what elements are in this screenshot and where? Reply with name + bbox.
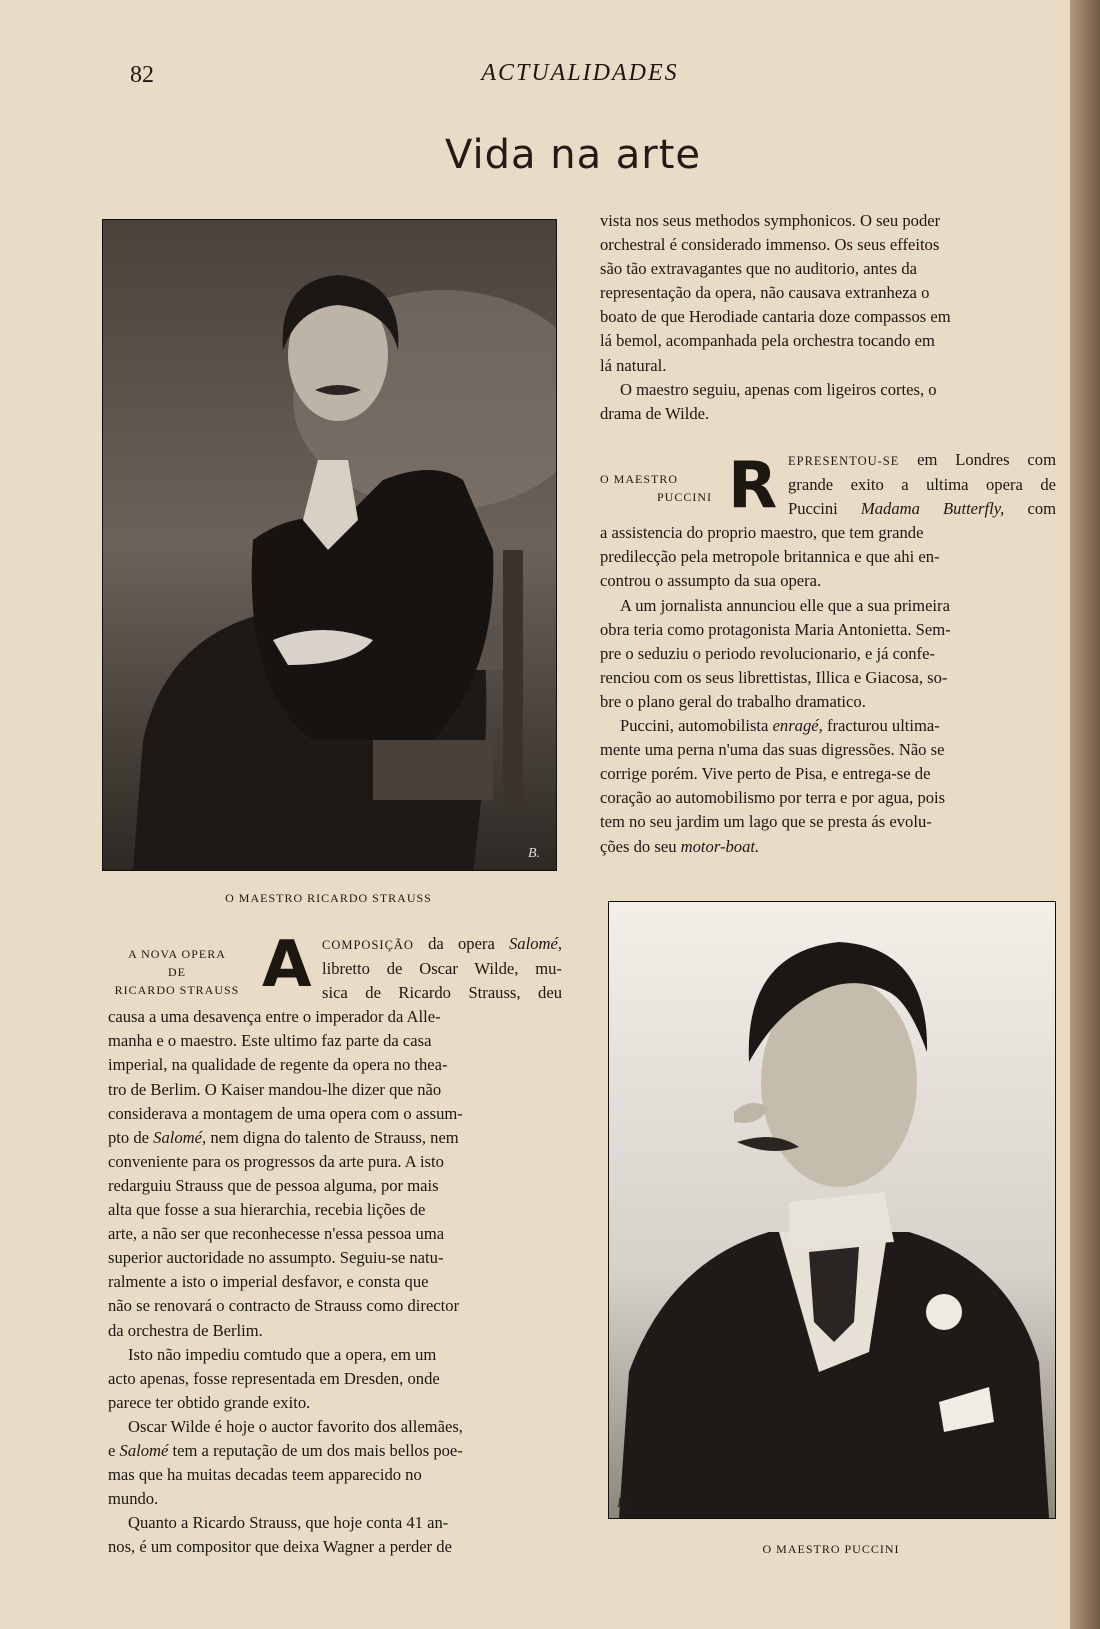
opera-title: Salomé, — [153, 1127, 207, 1147]
opera-title: Salomé, — [509, 934, 562, 953]
text-line — [108, 1126, 562, 1150]
text-line: mas que ha muitas decadas teem apparecido no — [108, 1465, 422, 1485]
text-line: representação da opera, não causava extranheza o — [600, 283, 930, 303]
text-fragment: ções do seu — [600, 836, 681, 856]
side-heading-line: RICARDO STRAUSS — [114, 983, 240, 997]
running-header: ACTUALIDADES — [481, 60, 679, 86]
text-fragment: em Londres com — [899, 450, 1056, 469]
text-line: O maestro seguiu, apenas com ligeiros cortes, o — [620, 379, 937, 399]
text-line — [600, 835, 1056, 859]
text-line: drama de Wilde. — [600, 403, 710, 423]
text-line: ralmente a isto o imperial desfavor, e consta que — [108, 1272, 429, 1292]
text-line: mundo. — [108, 1489, 159, 1509]
small-caps: EPRESENTOU-SE — [788, 454, 900, 468]
text-line: pre o seduziu o periodo revolucionario, e já confe- — [600, 643, 935, 663]
text-line — [788, 497, 1056, 521]
paragraph-41-anos — [108, 1511, 562, 1559]
paragraph-automobilista — [600, 714, 1056, 859]
text-line: manha e o maestro. Este ultimo faz parte da casa — [108, 1031, 432, 1051]
text-fragment: e — [108, 1440, 120, 1460]
paragraph-dresden — [108, 1343, 562, 1415]
text-fragment: Puccini — [788, 499, 861, 519]
opera-title: Salomé — [119, 1440, 169, 1460]
paragraph-wagner-methods — [600, 209, 1056, 378]
text-line: Quanto a Ricardo Strauss, que hoje conta 41 an- — [128, 1513, 449, 1533]
text-line: arte, a não ser que reconhecesse n'essa pessoa uma — [108, 1224, 445, 1244]
text-fragment: da opera — [413, 934, 509, 953]
text-line: boato de que Herodiade cantaria doze compassos em — [600, 307, 951, 327]
text-line — [788, 448, 1056, 473]
text-line: predilecção pela metropole britannica e que ahi en- — [600, 547, 940, 567]
text-line: libretto de Oscar Wilde, mu- — [322, 959, 562, 979]
paragraph-london — [600, 521, 1056, 593]
small-caps: COMPOSIÇÃO — [322, 938, 414, 952]
text-fragment: tem a reputação de um dos mais bellos poe- — [168, 1440, 463, 1460]
drop-cap-a: A — [262, 928, 312, 1002]
text-line: acto apenas, fosse representada em Dresden, onde — [108, 1368, 440, 1388]
puccini-drop-lines — [600, 448, 1056, 521]
italic-word: enragé, — [772, 716, 823, 736]
strauss-text — [108, 928, 562, 1559]
text-fragment: fracturou ultima- — [822, 716, 940, 736]
text-line: obra teria como protagonista Maria Antonietta. Sem- — [600, 619, 951, 639]
paragraph-maria-antonietta — [600, 594, 1056, 714]
puccini-portrait-image — [609, 902, 1055, 1518]
text-line: parece ter obtido grande exito. — [108, 1392, 311, 1412]
text-line: lá natural. — [600, 355, 667, 375]
text-line: orchestral é considerado immenso. Os seus effeitos — [600, 235, 940, 255]
text-line — [600, 714, 1056, 738]
paragraph-wilde-drama — [600, 378, 1056, 426]
side-heading-line: O MAESTRO — [600, 472, 679, 486]
strauss-drop-lines — [108, 928, 562, 1005]
text-line: são tão extravagantes que no auditorio, antes da — [600, 259, 918, 279]
text-line: controu o assumpto da sua opera. — [600, 571, 822, 591]
text-line: Isto não impediu comtudo que a opera, em um — [128, 1344, 437, 1364]
puccini-portrait — [608, 901, 1056, 1519]
puccini-caption: O MAESTRO PUCCINI — [762, 1542, 900, 1556]
text-line: alta que fosse a sua hierarchia, recebia lições de — [108, 1200, 426, 1220]
text-line: nos, é um compositor que deixa Wagner a perder de — [108, 1537, 452, 1557]
text-line: redarguiu Strauss que de pessoa alguma, por mais — [108, 1175, 439, 1195]
drop-cap-r: R — [728, 449, 778, 523]
strauss-portrait-image — [103, 220, 556, 870]
text-fragment: Puccini, automobilista — [620, 716, 773, 736]
text-line: corrige porém. Vive perto de Pisa, e entrega-se de — [600, 764, 931, 784]
text-line: causa a uma desavença entre o imperador da Alle- — [108, 1007, 441, 1027]
text-line: mente uma perna n'uma das suas digressões. Não se — [600, 740, 945, 760]
puccini-text — [600, 448, 1056, 859]
side-heading-line: DE — [168, 965, 186, 979]
paragraph-kaiser — [108, 1005, 562, 1342]
text-line: A um jornalista annunciou elle que a sua primeira — [620, 595, 950, 615]
text-line — [322, 932, 562, 957]
italic-word: motor-boat. — [680, 836, 760, 856]
text-line: renciou com os seus librettistas, Illica e Giacosa, so- — [600, 667, 948, 687]
side-heading-line: A NOVA OPERA — [128, 947, 226, 961]
page-gutter — [1070, 0, 1100, 1629]
text-line: da orchestra de Berlim. — [108, 1320, 263, 1340]
text-line: coração ao automobilismo por terra e por agua, pois — [600, 788, 946, 808]
text-line: lá bemol, acompanhada pela orchestra tocando em — [600, 331, 935, 351]
article-title: Vida na arte — [445, 132, 702, 178]
right-column-top — [600, 209, 1056, 426]
text-line: a assistencia do proprio maestro, que tem grande — [600, 523, 924, 543]
text-line: não se renovará o contracto de Strauss como director — [108, 1296, 460, 1316]
text-line — [108, 1439, 562, 1463]
text-line: Oscar Wilde é hoje o auctor favorito dos allemães, — [128, 1416, 463, 1436]
side-heading-line: PUCCINI — [656, 490, 712, 504]
text-line: bre o plano geral do trabalho dramatico. — [600, 691, 866, 711]
text-fragment: pto de — [108, 1127, 154, 1147]
strauss-portrait — [102, 219, 557, 871]
text-line: sica de Ricardo Strauss, deu — [322, 983, 562, 1003]
opera-title: Madama Butterfly, — [860, 499, 1005, 519]
text-line: conveniente para os progressos da arte pura. A isto — [108, 1151, 444, 1171]
text-line: tem no seu jardim um lago que se presta ás evolu- — [600, 812, 932, 832]
text-line: considerava a montagem de uma opera com o assum- — [108, 1103, 463, 1123]
text-fragment: nem digna do talento de Strauss, nem — [206, 1127, 459, 1147]
text-line: grande exito a ultima opera de — [788, 475, 1056, 495]
text-line: vista nos seus methodos symphonicos. O seu poder — [600, 211, 941, 230]
strauss-photo-signature: B. — [527, 846, 540, 861]
text-line: imperial, na qualidade de regente da opera no thea- — [108, 1055, 448, 1075]
puccini-photo-signature: B. — [617, 1496, 630, 1511]
paragraph-oscar-wilde — [108, 1415, 562, 1511]
text-line: tro de Berlim. O Kaiser mandou-lhe dizer que não — [108, 1079, 442, 1099]
text-fragment: com — [1004, 499, 1057, 519]
text-line: superior auctoridade no assumpto. Seguiu-se natu- — [108, 1248, 444, 1268]
page-number: 82 — [130, 62, 154, 88]
strauss-caption: O MAESTRO RICARDO STRAUSS — [225, 891, 432, 905]
